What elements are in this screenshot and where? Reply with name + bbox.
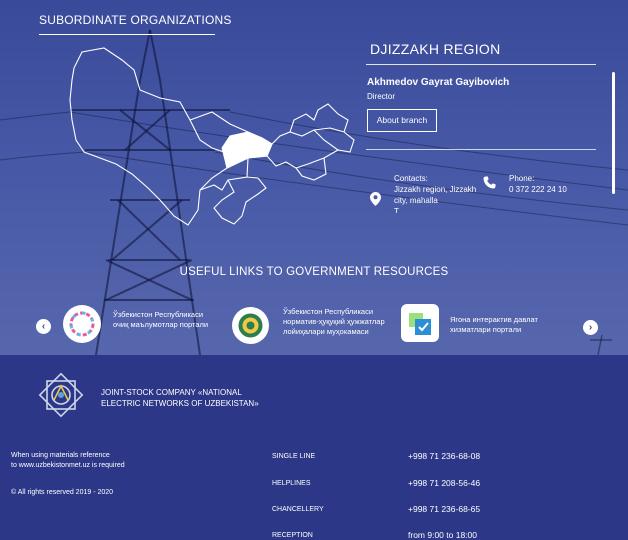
footer-contact-label: CHANCELLERY [272,506,324,513]
carousel-prev-button[interactable]: ‹ [36,319,51,334]
about-branch-button[interactable]: About branch [367,109,437,132]
company-name: JOINT-STOCK COMPANY «NATIONAL ELECTRIC NETWORKS OF UZBEKISTAN» [101,388,259,408]
phone-block [509,173,567,195]
director-role: Director [367,92,396,101]
location-pin-icon [370,192,381,206]
footer-contact-value: from 9:00 to 18:00 [408,530,477,540]
gov-services-icon[interactable] [401,304,439,342]
contacts-overflow: T... ... ... [394,207,423,213]
carousel-next-button[interactable]: › [583,320,598,335]
phone-value: 0 372 222 24 10 [509,185,567,194]
phone-label: Phone: [509,174,535,183]
contacts-block [394,173,480,213]
uzbekistan-map[interactable] [62,40,362,240]
copyright: © All rights reserved 2019 - 2020 [11,489,114,496]
title-underline [39,34,215,35]
contacts-address: Jizzakh region, Jizzakh city, mahalla [394,185,477,205]
reference-note [11,451,125,470]
djizzakh-region-highlight [222,132,272,168]
region-divider-2 [366,149,596,150]
reference-note-line-2: to www.uzbekistonmet.uz is required [11,461,125,469]
subordinate-organizations-title: SUBORDINATE ORGANIZATIONS [39,13,232,27]
regulation-icon[interactable] [232,307,269,344]
phone-icon [483,176,496,189]
link-regulation[interactable]: Ўзбекистон Республикаси норматив-ҳуқуқий ҳужжатлар лойиҳалари муҳокамаси [283,307,385,336]
footer-contact-value[interactable]: +998 71 236-68-65 [408,504,481,514]
region-divider [366,64,596,65]
link-open-data[interactable]: Ўзбекистон Республикаси очиқ маълумотлар портали [113,310,209,329]
director-name: Akhmedov Gayrat Gayibovich [367,77,510,88]
panel-scrollbar[interactable] [612,72,615,194]
footer-contact-label: HELPLINES [272,480,311,487]
reference-note-line-1: When using materials reference [11,452,110,459]
contacts-label: Contacts: [394,174,428,183]
open-data-icon[interactable] [63,305,101,343]
footer-contact-value[interactable]: +998 71 236-68-08 [408,451,481,461]
footer-contact-label: SINGLE LINE [272,453,316,460]
footer-contact-label: RECEPTION [272,532,313,539]
footer-contact-value[interactable]: +998 71 208-56-46 [408,478,481,488]
useful-links-title: USEFUL LINKS TO GOVERNMENT RESOURCES [179,266,449,278]
company-logo[interactable] [34,372,88,418]
link-gov-services[interactable]: Ягона интерактив давлат хизматлари портали [450,315,538,334]
region-title: DJIZZAKH REGION [370,41,501,57]
